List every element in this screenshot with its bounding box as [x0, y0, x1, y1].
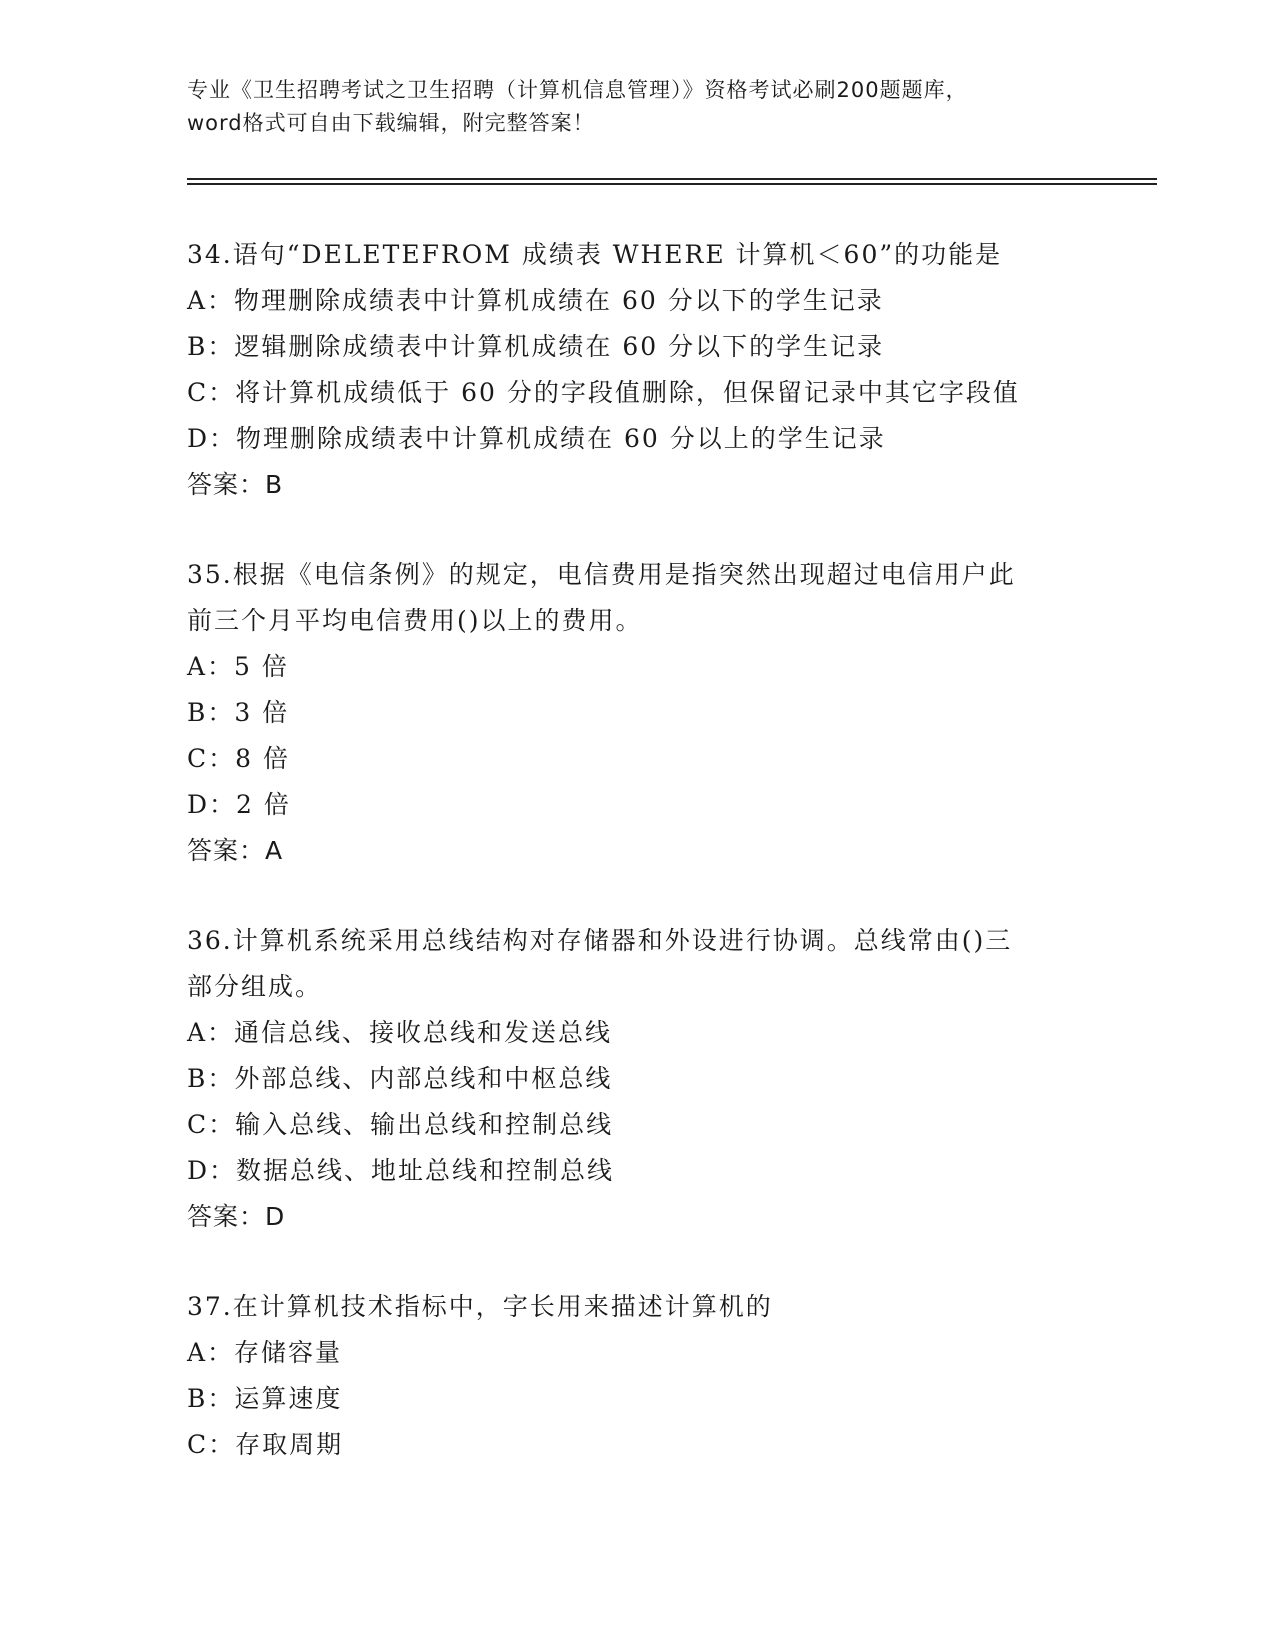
header-divider-bottom — [187, 183, 1157, 185]
question-stem: 35.根据《电信条例》的规定，电信费用是指突然出现超过电信用户此 — [187, 560, 1016, 589]
answer-key: 答案：B — [187, 470, 284, 499]
question-stem: 前三个月平均电信费用()以上的费用。 — [187, 606, 643, 635]
answer-option: D：数据总线、地址总线和控制总线 — [187, 1156, 615, 1185]
answer-option: C：输入总线、输出总线和控制总线 — [187, 1110, 614, 1139]
answer-option: B：逻辑删除成绩表中计算机成绩在 60 分以下的学生记录 — [187, 332, 885, 361]
question-list — [187, 232, 1087, 1468]
answer-option: B：运算速度 — [187, 1384, 343, 1413]
answer-option: A：存储容量 — [187, 1338, 343, 1367]
answer-option: C：存取周期 — [187, 1430, 344, 1459]
question-spacer — [187, 508, 1087, 552]
document-header — [187, 74, 1087, 140]
answer-option: B：外部总线、内部总线和中枢总线 — [187, 1064, 613, 1093]
question-stem: 部分组成。 — [187, 972, 323, 1001]
question-block — [187, 1284, 1087, 1468]
answer-option: D：2 倍 — [187, 790, 291, 819]
answer-option: A：通信总线、接收总线和发送总线 — [187, 1018, 613, 1047]
header-line-2: word格式可自由下载编辑，附完整答案！ — [187, 111, 595, 135]
answer-option: D：物理删除成绩表中计算机成绩在 60 分以上的学生记录 — [187, 424, 886, 453]
question-block — [187, 552, 1087, 874]
answer-option: B：3 倍 — [187, 698, 290, 727]
answer-key: 答案：A — [187, 836, 284, 865]
header-line-1: 专业《卫生招聘考试之卫生招聘（计算机信息管理）》资格考试必刷200题题库， — [187, 78, 968, 102]
answer-option: A：5 倍 — [187, 652, 289, 681]
question-spacer — [187, 1240, 1087, 1284]
header-divider-top — [187, 178, 1157, 180]
question-block — [187, 918, 1087, 1240]
question-block — [187, 232, 1087, 508]
answer-option: C：将计算机成绩低于 60 分的字段值删除，但保留记录中其它字段值 — [187, 378, 1020, 407]
question-stem: 34.语句“DELETEFROM 成绩表 WHERE 计算机＜60”的功能是 — [187, 240, 1003, 269]
question-stem: 36.计算机系统采用总线结构对存储器和外设进行协调。总线常由()三 — [187, 926, 1013, 955]
answer-key: 答案：D — [187, 1202, 286, 1231]
answer-option: A：物理删除成绩表中计算机成绩在 60 分以下的学生记录 — [187, 286, 884, 315]
question-spacer — [187, 874, 1087, 918]
question-stem: 37.在计算机技术指标中，字长用来描述计算机的 — [187, 1292, 773, 1321]
answer-option: C：8 倍 — [187, 744, 290, 773]
